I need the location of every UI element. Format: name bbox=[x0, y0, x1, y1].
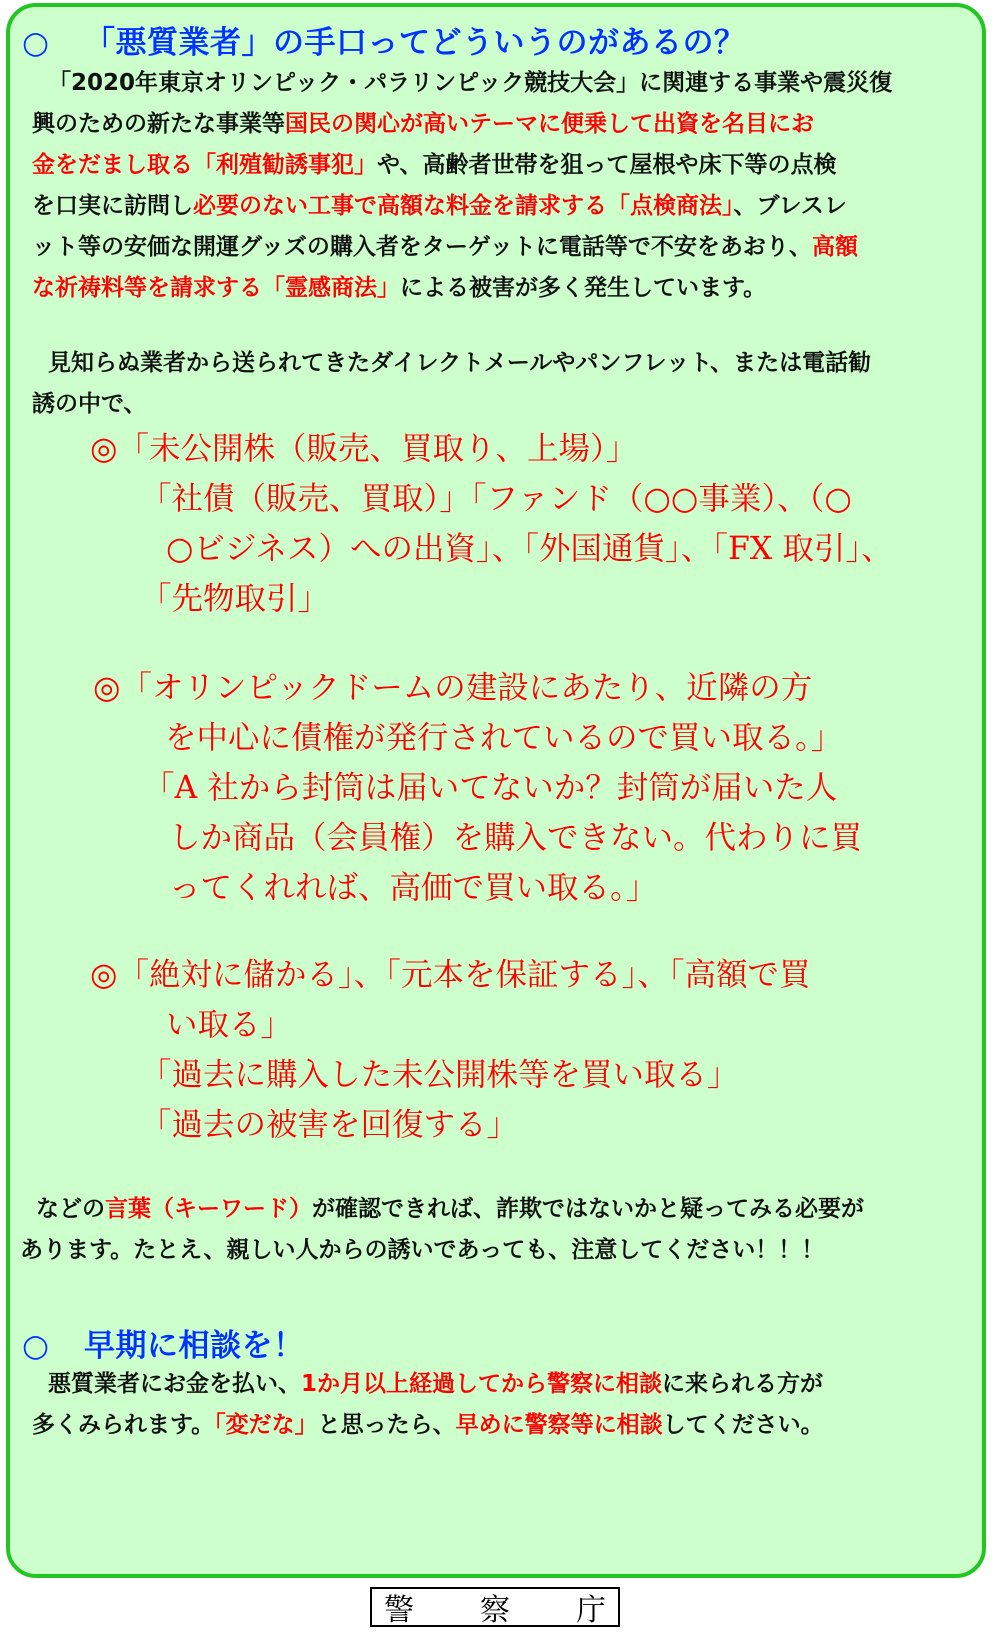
keyword-group-2 bbox=[93, 663, 862, 913]
notice-panel bbox=[6, 3, 986, 1578]
seal-char: 察 bbox=[480, 1593, 510, 1628]
body-text: などの bbox=[36, 1196, 105, 1222]
keyword-line: ◎「オリンピックドームの建設にあたり、近隣の方 bbox=[93, 670, 813, 706]
emphasis-text: 早めに警察等に相談 bbox=[455, 1412, 663, 1438]
keyword-line: 「過去の被害を回復する」 bbox=[140, 1107, 519, 1143]
emphasis-text: 金をだまし取る「利殖勧誘事犯」 bbox=[32, 152, 377, 178]
circle-bullet-icon: ○ bbox=[22, 1328, 50, 1364]
keyword-line: い取る」 bbox=[166, 1007, 293, 1043]
body-text: してください。 bbox=[662, 1412, 824, 1438]
body-text: あります。たとえ、親しい人からの誘いであっても、注意してください！！！ bbox=[20, 1237, 825, 1263]
text-line bbox=[32, 1405, 987, 1446]
seal-char: 警 bbox=[384, 1593, 414, 1628]
circle-bullet-icon: ○ bbox=[22, 25, 50, 61]
keyword-line: ○ビジネス）への出資」、「外国通貨」、「FX 取引」、 bbox=[166, 531, 893, 567]
emphasis-text: な祈祷料等を請求する「霊感商法」 bbox=[32, 275, 400, 301]
emphasis-text: 高額 bbox=[811, 234, 858, 260]
heading-text: 早期に相談を！ bbox=[84, 1328, 305, 1364]
body-text: ット等の安価な開運グッズの購入者をターゲットに電話等で不安をあおり、 bbox=[32, 234, 812, 260]
keyword-line: を中心に債権が発行されているので買い取る。」 bbox=[165, 720, 843, 756]
body-text: による被害が多く発生しています。 bbox=[400, 275, 767, 301]
section-heading-scams bbox=[22, 17, 746, 62]
keyword-line: ◎「未公開株（販売、買取り、上場）」 bbox=[90, 431, 638, 467]
body-text: 多くみられます。 bbox=[32, 1412, 215, 1438]
body-text: 興のための新たな事業等 bbox=[32, 111, 285, 137]
body-text: と思ったら、 bbox=[317, 1412, 456, 1438]
heading-text: 「悪質業者」の手口ってどういうのがあるの？ bbox=[84, 25, 746, 61]
lead-paragraph bbox=[32, 343, 987, 425]
text-line bbox=[32, 268, 987, 309]
text-line bbox=[32, 186, 987, 227]
keyword-line: しか商品（会員権）を購入できない。代わりに買 bbox=[169, 820, 863, 856]
emphasis-text: 言葉（キーワード） bbox=[105, 1196, 312, 1222]
emphasis-text: 1か月以上経過してから警察に相談 bbox=[301, 1371, 663, 1397]
body-text: 「2020年東京オリンピック・パラリンピック競技大会」に関連する事業や震災復 bbox=[48, 70, 893, 96]
closing-paragraph bbox=[20, 1189, 975, 1271]
body-text: が確認できれば、詐欺ではないかと疑ってみる必要が bbox=[312, 1196, 864, 1222]
text-line bbox=[32, 1364, 987, 1405]
text-line bbox=[32, 227, 987, 268]
body-text: 悪質業者にお金を払い、 bbox=[48, 1371, 301, 1397]
keyword-line: 「過去に購入した未公開株等を買い取る」 bbox=[140, 1057, 739, 1093]
keyword-line: 「A 社から封筒は届いてないか？封筒が届いた人 bbox=[143, 770, 838, 806]
lead-line: 誘の中で、 bbox=[32, 391, 147, 417]
keyword-group-1 bbox=[90, 424, 893, 624]
body-text: や、高齢者世帯を狙って屋根や床下等の点検 bbox=[377, 152, 837, 178]
text-line bbox=[20, 1230, 975, 1271]
keyword-group-3 bbox=[90, 950, 811, 1150]
keyword-line: ってくれれば、高価で買い取る。」 bbox=[169, 870, 658, 906]
section-heading-consult bbox=[22, 1320, 305, 1365]
text-line bbox=[20, 1189, 975, 1230]
police-agency-seal bbox=[370, 1587, 620, 1627]
body-text: を口実に訪問し bbox=[32, 193, 193, 219]
body-text: に来られる方が bbox=[662, 1371, 824, 1397]
emphasis-text: 必要のない工事で高額な料金を請求する「点検商法」 bbox=[193, 193, 734, 219]
intro-paragraph bbox=[32, 63, 987, 309]
text-line bbox=[32, 104, 987, 145]
keyword-line: ◎「絶対に儲かる」、「元本を保証する」、「高額で買 bbox=[90, 957, 811, 993]
emphasis-text: 国民の関心が高いテーマに便乗して出資を名目にお bbox=[285, 111, 814, 137]
consult-paragraph bbox=[32, 1364, 987, 1446]
keyword-line: 「社債（販売、買取）」「ファンド（○○事業）、（○ bbox=[140, 481, 852, 517]
body-text: 、ブレスレ bbox=[733, 193, 847, 219]
emphasis-text: 「変だな」 bbox=[214, 1412, 318, 1438]
lead-line: 見知らぬ業者から送られてきたダイレクトメールやパンフレット、または電話勧 bbox=[48, 350, 872, 376]
keyword-line: 「先物取引」 bbox=[140, 581, 330, 617]
text-line bbox=[32, 145, 987, 186]
text-line bbox=[32, 63, 987, 104]
seal-char: 庁 bbox=[576, 1593, 606, 1628]
